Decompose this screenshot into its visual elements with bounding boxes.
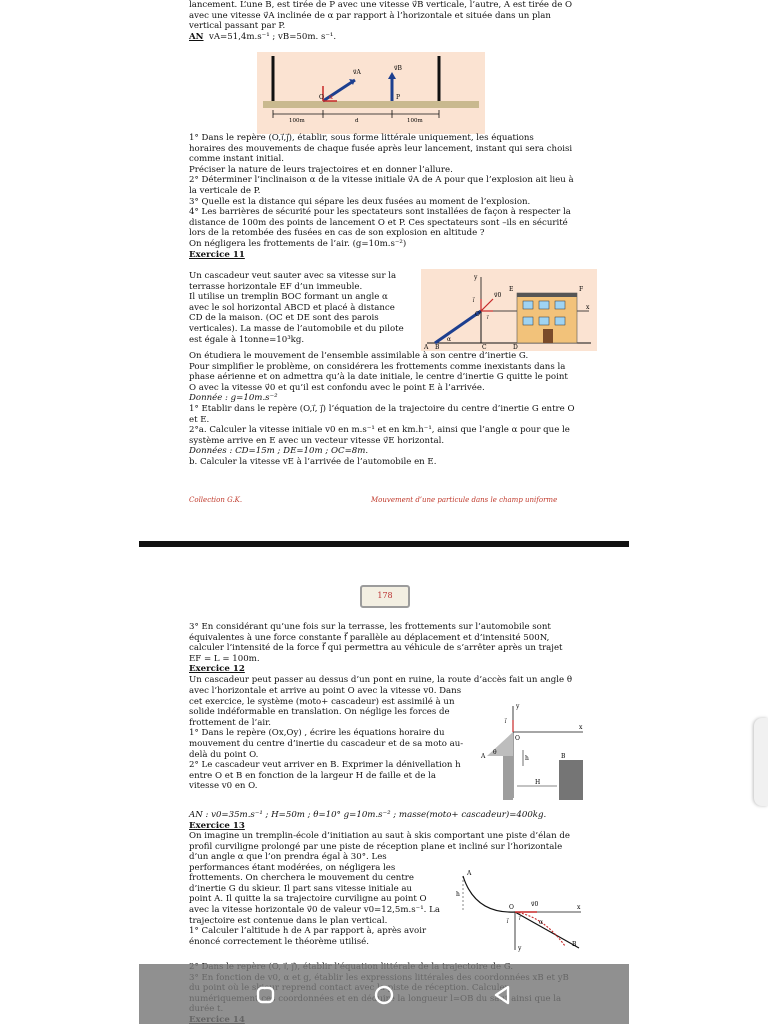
j-vector-label: j⃗ bbox=[505, 718, 507, 724]
point-p-label: P bbox=[396, 94, 401, 101]
axis-x-label: x bbox=[577, 904, 581, 911]
text-line: frottement de l’air. bbox=[189, 717, 271, 728]
text-line: lancement. L’une B, est tirée de P avec une vitesse v⃗B verticale, l’autre, A est tirée de O bbox=[189, 0, 573, 10]
text-line: verticales). La masse de l’automobile et du pilote bbox=[189, 323, 404, 334]
text-line: performances étant modérées, on négligera les bbox=[189, 862, 396, 873]
text-line: comme instant initial. bbox=[189, 154, 284, 165]
recent-apps-button[interactable] bbox=[251, 980, 281, 1010]
text-line: b. Calculer la vitesse vE à l’arrivée de l’automobile en E. bbox=[189, 456, 437, 467]
v0-label: v⃗0 bbox=[494, 292, 502, 299]
text-line: 3° Quelle est la distance qui sépare les deux fusées au moment de l’explosion. bbox=[189, 196, 531, 207]
text-line: 1° Dans le repère (O,i⃗,j⃗), établir, sous forme littérale uniquement, les équations bbox=[189, 133, 534, 143]
recent-apps-icon bbox=[258, 988, 273, 1002]
text-line: On imagine un tremplin-école d’initiation au saut à skis comportant une piste d’élan de bbox=[189, 831, 570, 842]
text-line: 2° Le cascadeur veut arriver en B. Exprimer la dénivellation h bbox=[189, 760, 461, 771]
footer-collection: Collection G.K. bbox=[189, 496, 243, 504]
text-line: phase aérienne et on admettra qu’à la date initiale, le centre d’inertie G quitte le point bbox=[189, 372, 568, 383]
questions-text bbox=[189, 133, 579, 260]
point-b-label: B bbox=[572, 941, 577, 948]
text-line: 2° Déterminer l’inclinaison α de la vitesse initiale v⃗A de A pour que l’explosion ait lieu à bbox=[189, 175, 574, 186]
text-line: Pour simplifier le problème, on considérera les frottements comme inexistants dans la bbox=[189, 361, 566, 372]
text-line: horaires des mouvements de chaque fusée après leur lancement, instant qui sera choisi bbox=[189, 143, 573, 154]
exercise-11-title: Exercice 11 bbox=[189, 249, 245, 260]
point-a-label: A bbox=[467, 870, 472, 877]
theta-label: θ bbox=[493, 749, 497, 756]
text-line: 2°a. Calculer la vitesse initiale v0 en m.s⁻¹ et en km.h⁻¹, ainsi que l’angle α pour que le bbox=[189, 425, 570, 436]
point-f-label: F bbox=[579, 286, 584, 293]
text-line: O avec la vitesse v⃗0 et qu’il est confondu avec le point E à l’arrivée. bbox=[189, 382, 485, 393]
va-label: v⃗A bbox=[353, 69, 361, 76]
text-line: la verticale de P. bbox=[189, 185, 261, 196]
text-line: d’inertie G du skieur. Il part sans vitesse initiale au bbox=[189, 883, 413, 894]
text-line: avec une vitesse v⃗A inclinée de α par rapport à l’horizontale et située dans un plan bbox=[189, 10, 551, 21]
text-line: système arrive en E avec un vecteur vitesse v⃗E horizontal. bbox=[189, 435, 445, 446]
text-line: CD de la maison. (OC et DE sont des parois bbox=[189, 313, 379, 324]
axis-y-label: y bbox=[474, 274, 478, 281]
point-b-label: B bbox=[435, 344, 440, 351]
an-line bbox=[189, 32, 579, 43]
text-line: vitesse v0 en O. bbox=[189, 781, 258, 792]
h-label: h bbox=[525, 755, 529, 762]
back-icon bbox=[496, 987, 508, 1003]
exercise-12-left-text bbox=[189, 686, 474, 792]
text-line: terrasse horizontale EF d’un immeuble. bbox=[189, 281, 363, 292]
text-line: delà du point O. bbox=[189, 749, 259, 760]
text-line: EF = L = 100m. bbox=[189, 653, 260, 664]
exercise-13-left-text bbox=[189, 852, 444, 947]
text-line: avec la vitesse horizontale v⃗0 de valeur v0=12,5m.s⁻¹. La bbox=[189, 904, 440, 915]
text-line: calculer l’intensité de la force f⃗ qui permettra au véhicule de s’arrêter après un trajet bbox=[189, 643, 563, 654]
text-line: d’un angle α que l’on prendra égal à 30°. Les bbox=[189, 852, 387, 862]
an-label: AN bbox=[189, 31, 204, 42]
ski-jump-figure bbox=[455, 866, 585, 952]
point-o-label: O bbox=[319, 94, 324, 101]
footer-chapter-title: Mouvement d’une particule dans le champ uniforme bbox=[371, 496, 558, 504]
document-page-2 bbox=[139, 548, 629, 1024]
text-line: Un cascadeur veut sauter avec sa vitesse sur la bbox=[189, 271, 397, 281]
point-o-label: O bbox=[515, 735, 520, 742]
text-line: trajectoire est contenue dans le plan vertical. bbox=[189, 915, 388, 926]
question-3-text bbox=[189, 622, 579, 686]
dimension-d: d bbox=[355, 118, 359, 124]
point-b-label: B bbox=[561, 753, 566, 760]
text-line: avec le sol horizontal ABCD et placé à distance bbox=[189, 302, 395, 313]
text-line: 1° Calculer l’altitude h de A par rapport à, après avoir bbox=[189, 926, 427, 937]
stuntman-building-figure bbox=[421, 269, 597, 351]
axis-x-label: x bbox=[586, 304, 590, 311]
text-line: On négligera les frottements de l’air. (g=10m.s⁻²) bbox=[189, 238, 407, 249]
text-line: distance de 100m des points de lancement O et P. Ces spectateurs sont –ils en sécurité bbox=[189, 217, 568, 228]
bridge-jump-figure bbox=[479, 698, 587, 800]
back-button[interactable] bbox=[487, 980, 517, 1010]
exercise-11-text bbox=[189, 351, 579, 468]
point-e-label: E bbox=[509, 286, 514, 293]
alpha-label: α bbox=[447, 336, 452, 343]
text-line: Données : CD=15m ; DE=10m ; OC=8m. bbox=[189, 446, 369, 457]
navigation-bar bbox=[139, 964, 629, 1024]
h-label: h bbox=[456, 891, 460, 898]
point-c-label: C bbox=[482, 344, 487, 351]
point-d-label: D bbox=[513, 344, 518, 351]
text-line: équivalentes à une force constante f⃗ parallèle au déplacement et d’intensité 500N, bbox=[189, 632, 550, 643]
text-line: AN : v0=35m.s⁻¹ ; H=50m ; θ=10° g=10m.s⁻² ; masse(moto+ cascadeur)=400kg. bbox=[189, 810, 547, 820]
exercise-12-13-text bbox=[189, 810, 579, 852]
text-line: cet exercice, le système (moto+ cascadeur) est assimilé à un bbox=[189, 696, 455, 707]
text-line: est égale à 1tonne=10³kg. bbox=[189, 334, 305, 345]
text-line: point A. Il quitte la sa trajectoire curviligne au point O bbox=[189, 894, 427, 905]
document-page-1 bbox=[139, 0, 629, 542]
edge-panel-handle[interactable] bbox=[754, 718, 768, 806]
axis-x-label: x bbox=[579, 724, 583, 731]
text-line: 4° Les barrières de sécurité pour les spectateurs sont installées de façon à respecter la bbox=[189, 207, 571, 218]
j-vector-label: j⃗ bbox=[473, 297, 475, 303]
axis-y-label: y bbox=[516, 703, 520, 710]
page-number-badge: 178 bbox=[360, 585, 410, 608]
exercise-13-title: Exercice 13 bbox=[189, 820, 245, 831]
text-line: lors de la retombée des fusées en cas de son explosion en altitude ? bbox=[189, 228, 485, 239]
text-line: avec l’horizontale et arrive au point O avec la vitesse v0. Dans bbox=[189, 686, 462, 696]
axis-y-label: y bbox=[518, 945, 522, 952]
alpha-label: α bbox=[329, 94, 334, 101]
text-line: 3° En considérant qu’une fois sur la terrasse, les frottements sur l’automobile sont bbox=[189, 622, 551, 632]
text-line: Il utilise un tremplin BOC formant un angle α bbox=[189, 292, 388, 303]
an-values: vA=51,4m.s⁻¹ ; vB=50m. s⁻¹. bbox=[209, 31, 337, 42]
point-a-label: A bbox=[481, 753, 486, 760]
page-separator bbox=[139, 541, 629, 547]
text-line: On étudiera le mouvement de l’ensemble assimilable à son centre d’inertie G. bbox=[189, 351, 529, 361]
text-line: entre O et B en fonction de la largeur H de faille et de la bbox=[189, 770, 437, 781]
home-button[interactable] bbox=[369, 980, 399, 1010]
dimension-100m-left: 100m bbox=[289, 118, 305, 124]
gap-width-label: H bbox=[535, 779, 541, 786]
text-line: vertical passant par P. bbox=[189, 21, 286, 32]
point-o-label: O bbox=[509, 904, 514, 911]
vb-label: v⃗B bbox=[394, 65, 402, 72]
text-line: profil curviligne prolongé par une piste de réception plane et incliné sur l’horizontale bbox=[189, 841, 563, 852]
text-line: frottements. On cherchera le mouvement du centre bbox=[189, 873, 414, 884]
text-line: mouvement du centre d’inertie du cascadeur et de sa moto au- bbox=[189, 738, 464, 749]
i-vector-label: i⃗ bbox=[487, 315, 489, 321]
text-line: et E. bbox=[189, 414, 210, 425]
text-line: solide indéformable en translation. On néglige les forces de bbox=[189, 707, 450, 718]
dimension-100m-right: 100m bbox=[407, 118, 423, 124]
i-vector-label: i⃗ bbox=[519, 916, 521, 922]
home-icon bbox=[376, 987, 392, 1003]
exercise-11-left-text bbox=[189, 271, 409, 345]
v0-label: v⃗0 bbox=[531, 901, 539, 908]
intro-text bbox=[189, 0, 579, 42]
text-line: 1° Etablir dans le repère (O,i⃗, j⃗) l’équation de la trajectoire du centre d’inertie G entre O bbox=[189, 403, 575, 414]
text-line: Préciser la nature de leurs trajectoires et en donner l’allure. bbox=[189, 164, 453, 175]
fireworks-figure bbox=[257, 52, 485, 134]
text-line: Un cascadeur peut passer au dessus d’un pont en ruine, la route d’accès fait un angle θ bbox=[189, 674, 573, 685]
text-line: énoncé correctement le théorème utilisé. bbox=[189, 936, 369, 947]
alpha-label: α bbox=[539, 919, 544, 926]
point-a-label: A bbox=[424, 344, 429, 351]
text-line: 1° Dans le repère (Ox,Oy) , écrire les équations horaire du bbox=[189, 728, 445, 739]
text-line: Donnée : g=10m.s⁻² bbox=[189, 393, 278, 404]
exercise-12-title: Exercice 12 bbox=[189, 664, 245, 675]
point-o-label: O bbox=[475, 311, 480, 318]
j-vector-label: j⃗ bbox=[507, 918, 509, 924]
